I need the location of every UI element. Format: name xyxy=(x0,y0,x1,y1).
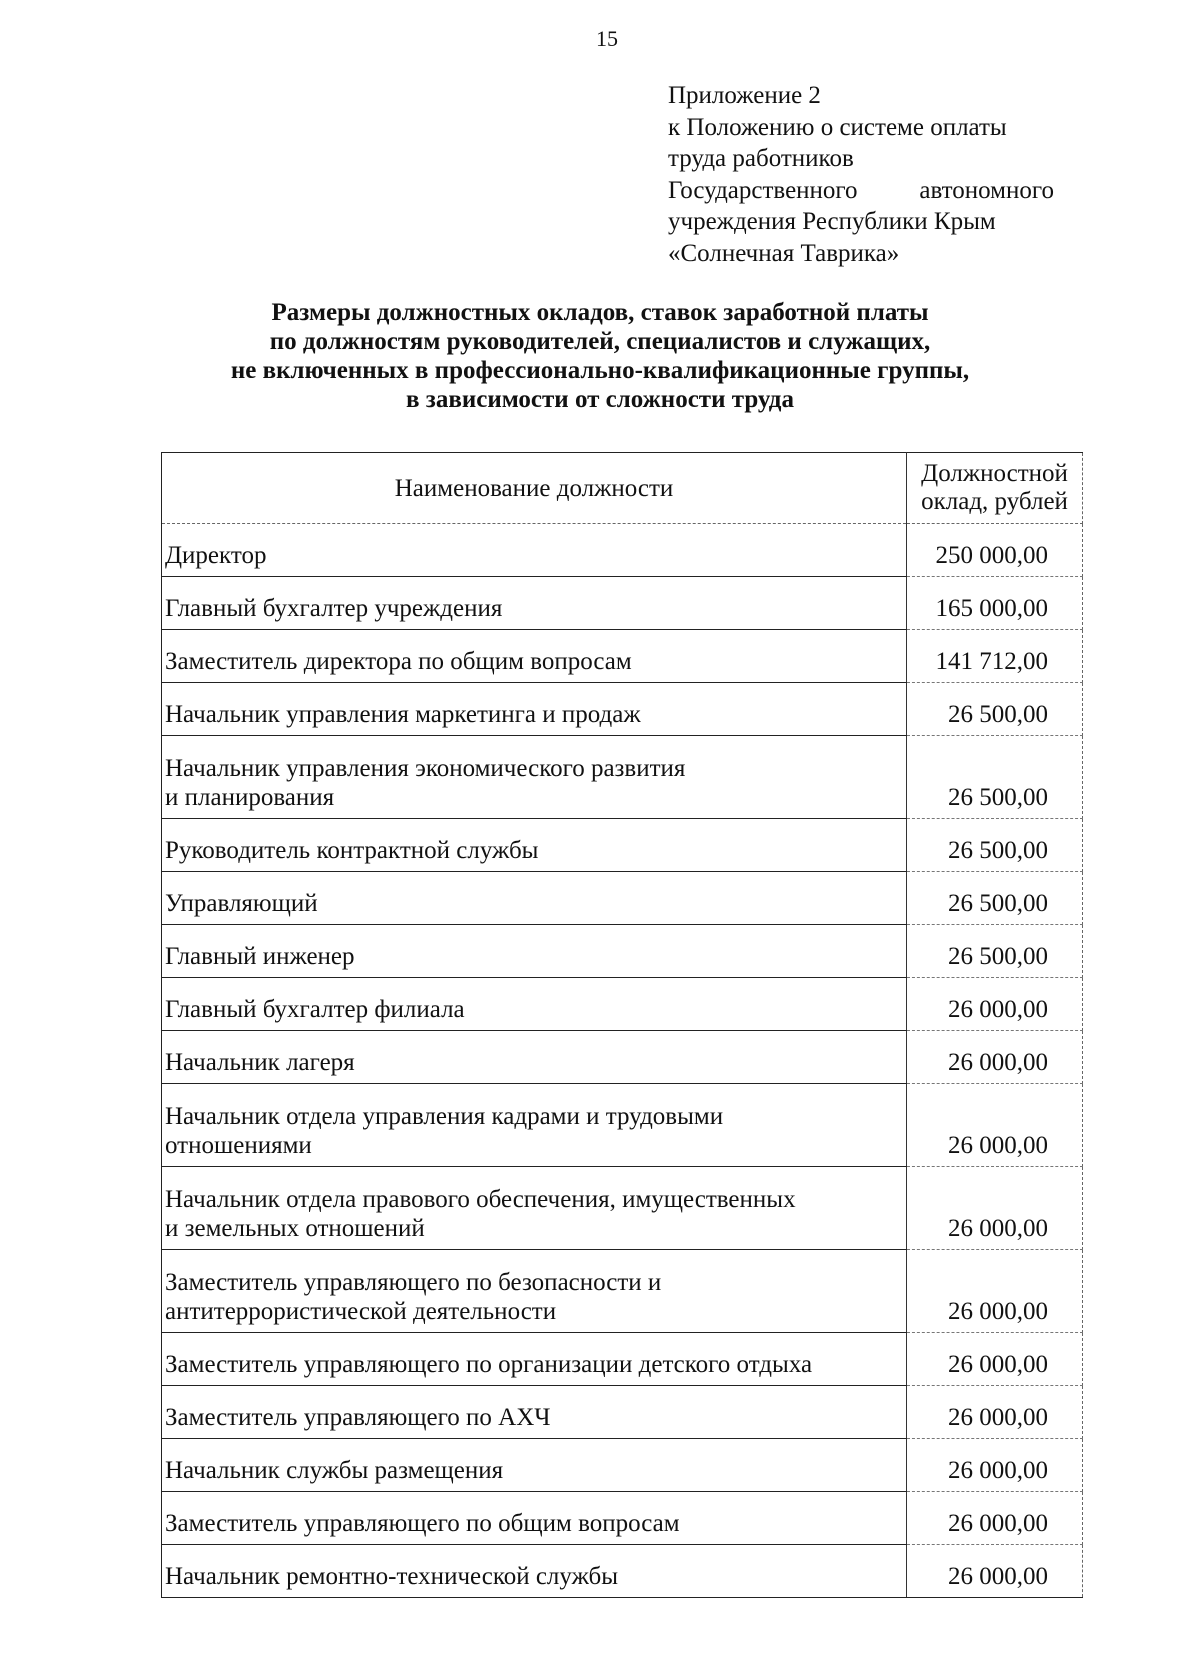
position-name-cell xyxy=(162,872,907,925)
position-name-cell xyxy=(162,524,907,577)
position-name-cell xyxy=(162,1545,907,1598)
position-name-cell xyxy=(162,736,907,819)
appendix-line-6: «Солнечная Таврика» xyxy=(668,239,900,267)
position-name-cell xyxy=(162,819,907,872)
table-row xyxy=(162,1167,1083,1250)
position-name-line-1: Начальник управления маркетинга и продаж xyxy=(165,701,641,728)
salary-cell: 26 500,00 xyxy=(907,683,1083,736)
position-name-line-2: отношениями xyxy=(165,1132,312,1159)
table-row xyxy=(162,630,1083,683)
position-name-cell xyxy=(162,1386,907,1439)
salary-cell: 26 500,00 xyxy=(907,925,1083,978)
appendix-line-3: труда работников xyxy=(668,145,854,172)
salary-cell: 26 000,00 xyxy=(907,1031,1083,1084)
table-body xyxy=(162,524,1083,1598)
title-line-3: не включенных в профессионально-квалификационные группы, xyxy=(230,357,970,384)
position-name-line-1: Руководитель контрактной службы xyxy=(165,837,539,864)
position-name-line-1: Начальник отдела управления кадрами и трудовыми xyxy=(165,1103,724,1130)
position-name-cell xyxy=(162,1439,907,1492)
header-salary-line-1: Должностной xyxy=(921,460,1068,487)
appendix-line-2: к Положению о системе оплаты xyxy=(668,113,1007,141)
position-name-line-2: и земельных отношений xyxy=(165,1215,425,1242)
position-name-line-2: антитеррористической деятельности xyxy=(165,1298,557,1325)
salary-cell: 26 000,00 xyxy=(907,1386,1083,1439)
salary-cell: 26 000,00 xyxy=(907,1439,1083,1492)
header-salary xyxy=(907,453,1083,524)
position-name-line-1: Управляющий xyxy=(165,890,318,917)
salary-cell: 26 000,00 xyxy=(907,1250,1083,1333)
table-row xyxy=(162,872,1083,925)
table-row xyxy=(162,736,1083,819)
salary-cell: 165 000,00 xyxy=(907,577,1083,630)
appendix-line-5: учреждения Республики Крым xyxy=(668,208,996,235)
table-row xyxy=(162,683,1083,736)
document-title xyxy=(100,298,1100,414)
table-row xyxy=(162,1250,1083,1333)
position-name-line-1: Заместитель управляющего по организации детского отдыха xyxy=(165,1351,813,1378)
position-name-line-1: Заместитель управляющего по общим вопросам xyxy=(165,1510,680,1537)
position-name-line-1: Начальник отдела правового обеспечения, имущественных xyxy=(165,1186,796,1213)
appendix-line-4-right: автономного xyxy=(919,176,1054,204)
appendix-line-1: Приложение 2 xyxy=(668,82,821,109)
salary-cell: 141 712,00 xyxy=(907,630,1083,683)
header-salary-line-2: оклад, рублей xyxy=(921,488,1068,515)
table-row xyxy=(162,524,1083,577)
table-row xyxy=(162,978,1083,1031)
position-name-cell xyxy=(162,577,907,630)
table-row xyxy=(162,577,1083,630)
salary-cell: 26 000,00 xyxy=(907,1545,1083,1598)
position-name-line-1: Начальник ремонтно-технической службы xyxy=(165,1563,619,1590)
salary-cell: 26 000,00 xyxy=(907,1333,1083,1386)
position-name-cell xyxy=(162,630,907,683)
position-name-line-1: Начальник управления экономического развития xyxy=(165,755,686,782)
title-line-1: Размеры должностных окладов, ставок заработной платы xyxy=(271,299,929,326)
salary-cell: 26 500,00 xyxy=(907,819,1083,872)
position-name-line-1: Заместитель управляющего по безопасности и xyxy=(165,1269,662,1296)
position-name-line-1: Начальник лагеря xyxy=(165,1049,355,1076)
position-name-cell xyxy=(162,1333,907,1386)
position-name-line-1: Главный инженер xyxy=(165,943,355,970)
appendix-block xyxy=(668,80,1054,269)
table-row xyxy=(162,1084,1083,1167)
table-row xyxy=(162,1031,1083,1084)
salary-cell: 26 000,00 xyxy=(907,1492,1083,1545)
position-name-cell xyxy=(162,925,907,978)
position-name-line-1: Заместитель управляющего по АХЧ xyxy=(165,1404,551,1431)
table-row xyxy=(162,819,1083,872)
position-name-line-1: Начальник службы размещения xyxy=(165,1457,504,1484)
title-line-4: в зависимости от сложности труда xyxy=(406,386,794,413)
header-position-name: Наименование должности xyxy=(162,453,907,524)
table-row xyxy=(162,1386,1083,1439)
salary-cell: 26 000,00 xyxy=(907,1084,1083,1167)
title-line-2: по должностям руководителей, специалистов и служащих, xyxy=(269,328,931,355)
salary-cell: 26 500,00 xyxy=(907,736,1083,819)
appendix-line-4-left: Государственного xyxy=(668,176,858,204)
page-number: 15 xyxy=(596,26,618,51)
table-row xyxy=(162,1439,1083,1492)
salary-cell: 26 000,00 xyxy=(907,978,1083,1031)
position-name-cell xyxy=(162,1084,907,1167)
position-name-cell xyxy=(162,1167,907,1250)
position-name-line-1: Главный бухгалтер филиала xyxy=(165,996,465,1023)
position-name-cell xyxy=(162,978,907,1031)
table-row xyxy=(162,925,1083,978)
table-row xyxy=(162,1545,1083,1598)
position-name-cell xyxy=(162,1031,907,1084)
salary-cell: 250 000,00 xyxy=(907,524,1083,577)
table-row xyxy=(162,1333,1083,1386)
salary-cell: 26 000,00 xyxy=(907,1167,1083,1250)
position-name-cell xyxy=(162,1492,907,1545)
position-name-line-1: Заместитель директора по общим вопросам xyxy=(165,648,632,675)
table-header-row xyxy=(162,453,1083,524)
salary-table xyxy=(161,452,1083,1598)
position-name-cell xyxy=(162,683,907,736)
position-name-cell xyxy=(162,1250,907,1333)
table-row xyxy=(162,1492,1083,1545)
salary-cell: 26 500,00 xyxy=(907,872,1083,925)
position-name-line-1: Директор xyxy=(165,542,267,569)
position-name-line-2: и планирования xyxy=(165,784,335,811)
position-name-line-1: Главный бухгалтер учреждения xyxy=(165,595,503,622)
appendix-line-4 xyxy=(668,175,1054,207)
